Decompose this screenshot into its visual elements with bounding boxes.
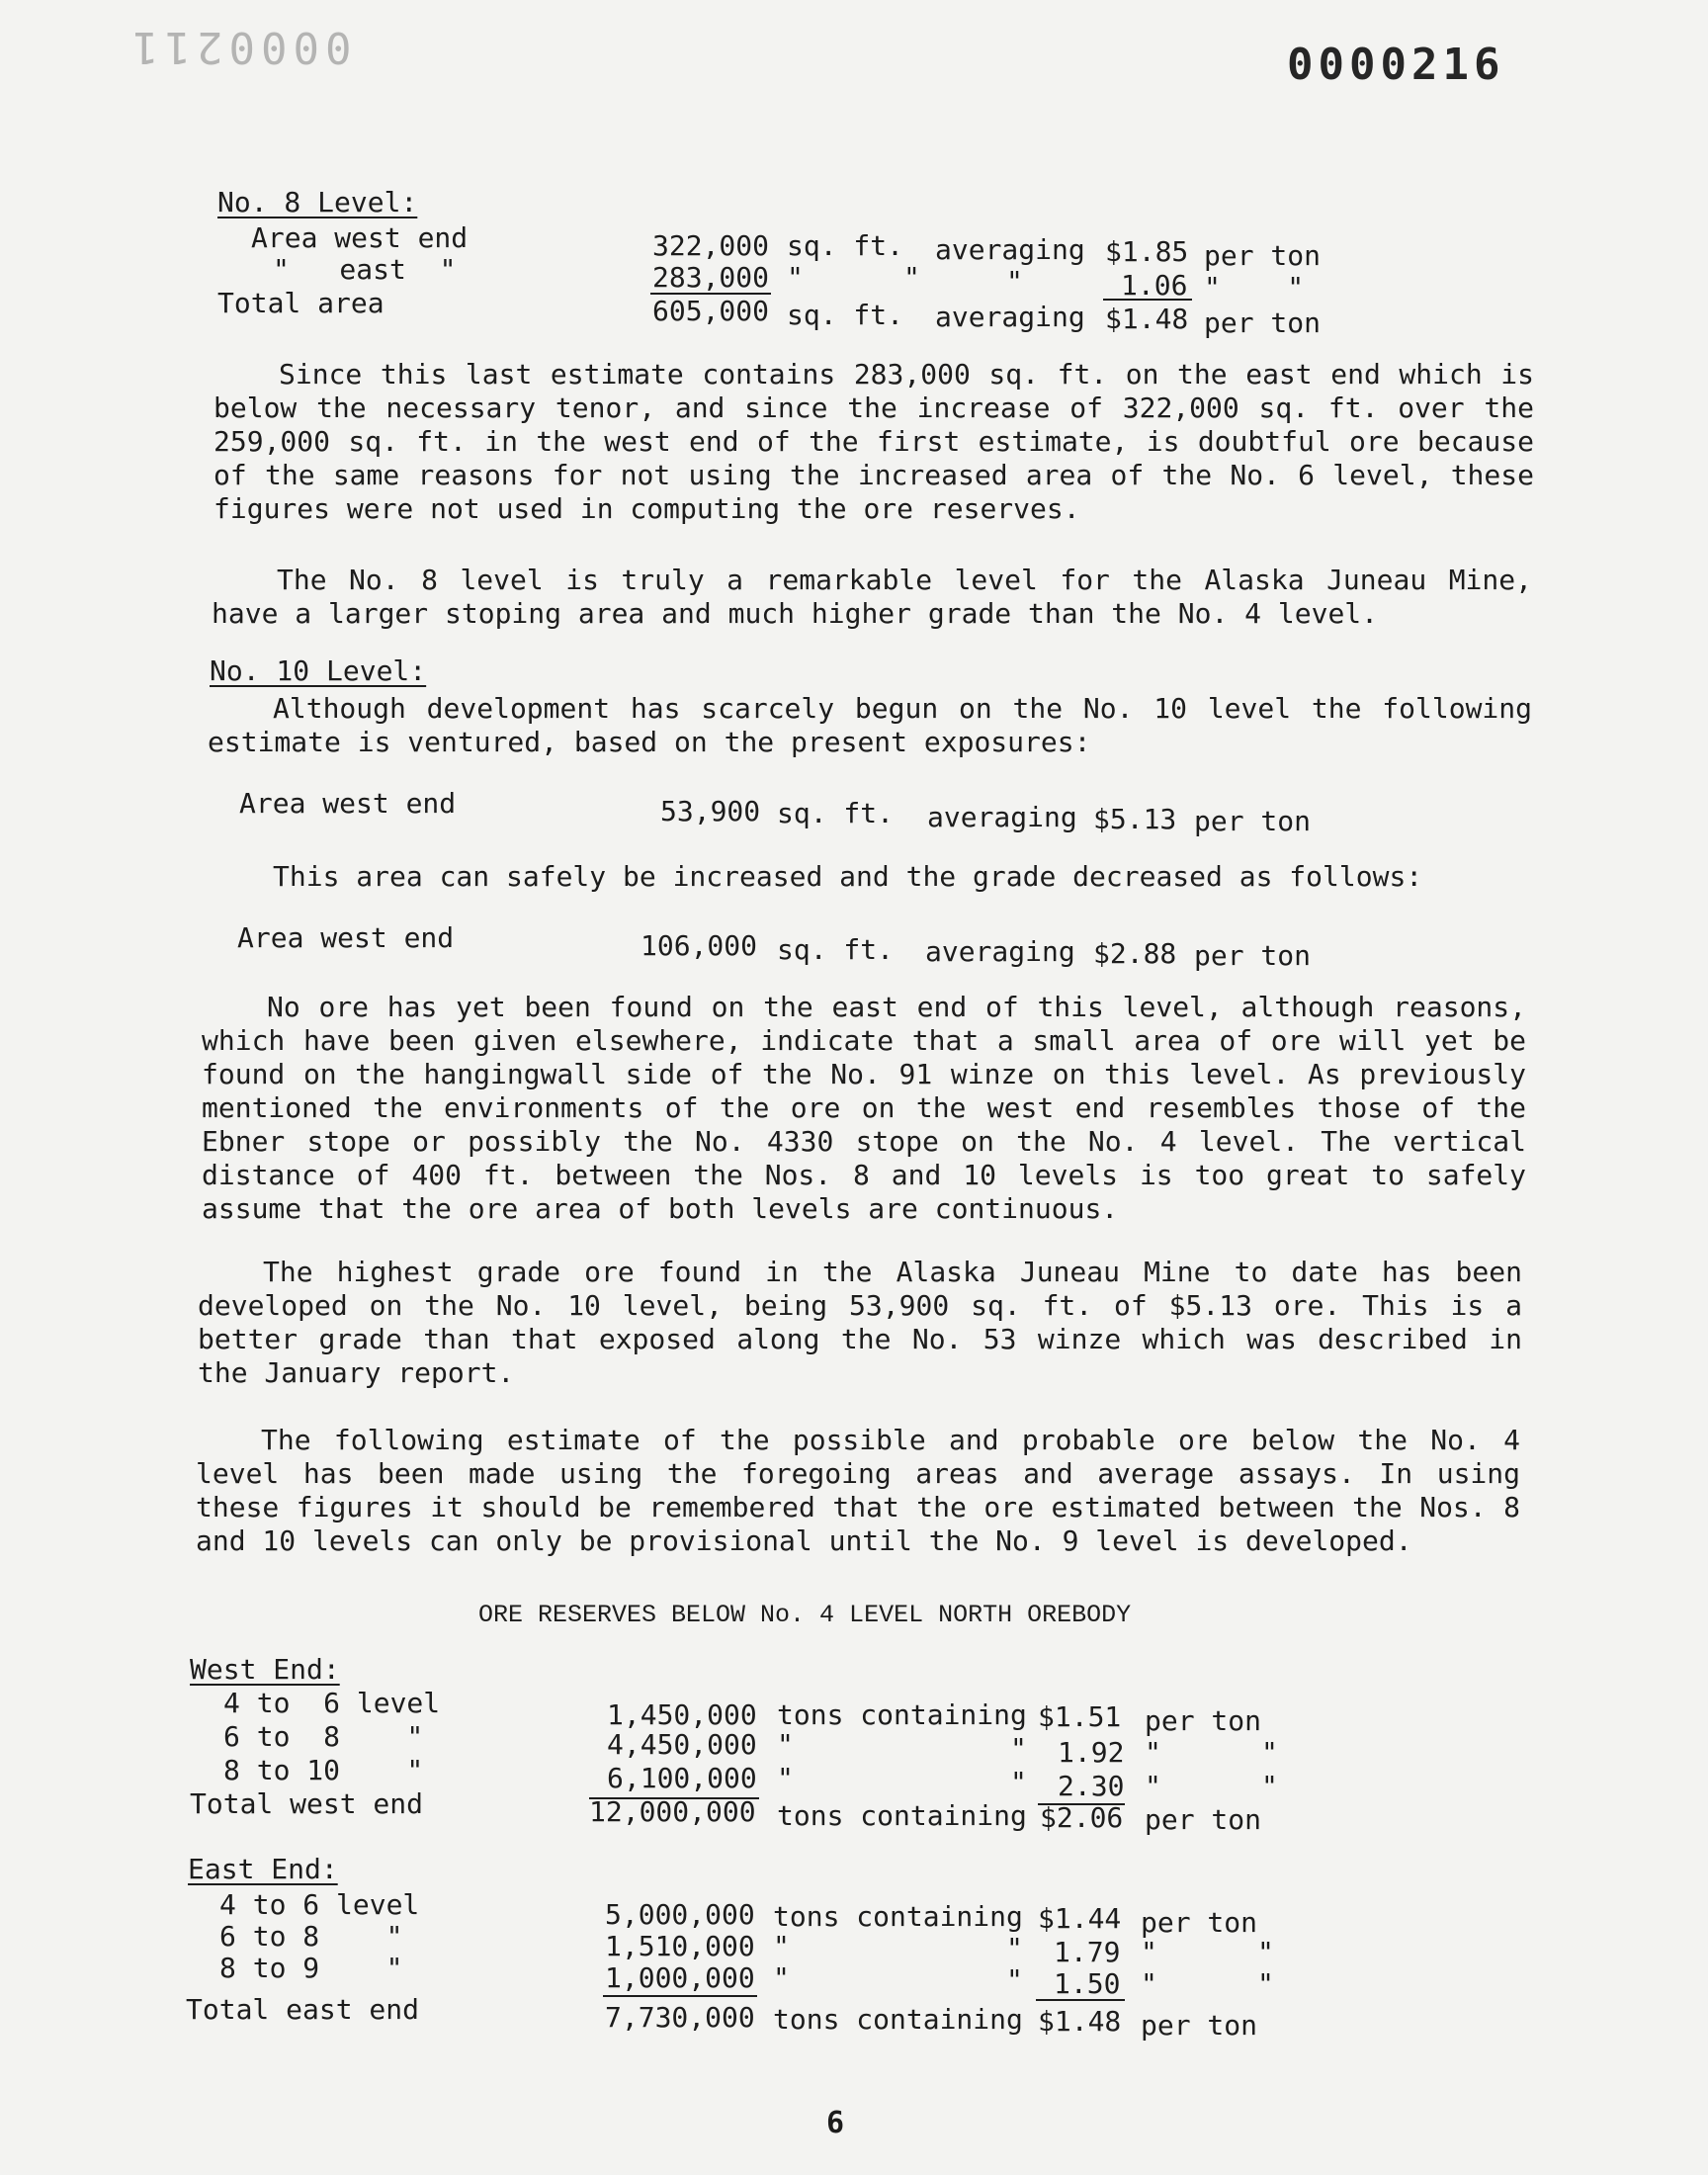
row-label: Total west end — [190, 1787, 424, 1820]
row-tons: 12,000,000 — [589, 1795, 756, 1828]
row-tons: 7,730,000 — [605, 2001, 755, 2034]
row-per: per ton — [1204, 239, 1322, 272]
west-end-heading: West End: — [190, 1653, 340, 1686]
row-label: 6 to 8 " — [223, 1720, 424, 1753]
page-stamp-faint: 0000211 — [127, 22, 352, 72]
row-unit: sq. ft. — [787, 229, 904, 262]
row-value: $1.85 — [1105, 235, 1189, 268]
row-amount: 605,000 — [652, 295, 770, 327]
row-value: $2.06 — [1040, 1801, 1124, 1834]
row-label: Total area — [217, 287, 384, 319]
east-tons-rule — [603, 1995, 757, 1997]
paragraph: The highest grade ore found in the Alaska Juneau Mine to date has been developed on the No. 10 level, being 53,900 sq. ft. of $5.13 ore. This is a better grade than that exposed along the No. 53 winze which was described in the January report. — [198, 1256, 1522, 1389]
row-amount: 106,000 — [640, 929, 758, 962]
row-tons: 1,510,000 — [605, 1930, 755, 1962]
paragraph: This area can safely be increased and the grade decreased as follows: — [273, 860, 1423, 893]
row-per: " " — [1145, 1736, 1278, 1769]
row-unit: " " — [787, 261, 920, 294]
row-label: " east " — [273, 253, 457, 286]
row-containing: tons containing — [773, 1900, 1023, 1933]
row-value: $1.51 — [1038, 1700, 1122, 1733]
row-per: " " — [1141, 1967, 1274, 2000]
row-value: $1.44 — [1038, 1902, 1122, 1935]
row-ditto: " — [1006, 1963, 1023, 1996]
row-per: " " — [1204, 271, 1305, 304]
row-per: per ton — [1194, 939, 1312, 972]
paragraph: Since this last estimate contains 283,000 sq. ft. on the east end which is below the necessary tenor, and since the increase of 322,000 sq. ft. over the 259,000 sq. ft. in the west end of the first estimate, is doubtful ore because of the same reasons for not using the increased area of the No. 6 level, these figures were not used in computing the ore reserves. — [214, 358, 1534, 525]
level8-heading: No. 8 Level: — [217, 186, 418, 218]
level10-heading: No. 10 Level: — [210, 654, 427, 687]
row-label: Area west end — [239, 787, 457, 820]
row-per: per ton — [1204, 306, 1322, 339]
row-tons: 4,450,000 — [607, 1728, 757, 1761]
row-value: $1.48 — [1038, 2005, 1122, 2038]
row-label: 4 to 6 level — [219, 1888, 420, 1921]
row-value: 1.92 — [1058, 1736, 1125, 1769]
level8-value-rule — [1103, 299, 1192, 301]
paragraph: The following estimate of the possible and probable ore below the No. 4 level has been made using the foregoing areas and average assays. In using these figures it should be remembered that the ore estimated between the Nos. 8 and 10 levels can only be provisional until the No. 9 level is developed. — [196, 1424, 1520, 1557]
row-tons: 1,450,000 — [607, 1698, 757, 1731]
row-averaging: averaging — [935, 233, 1085, 266]
row-value: 1.79 — [1054, 1936, 1121, 1968]
row-per: per ton — [1145, 1704, 1262, 1737]
row-value: 1.06 — [1121, 269, 1188, 302]
row-label: 8 to 9 " — [219, 1952, 403, 1984]
row-tons: 5,000,000 — [605, 1898, 755, 1931]
row-containing: tons containing — [773, 2003, 1023, 2036]
paragraph: The No. 8 level is truly a remarkable level for the Alaska Juneau Mine, have a larger stoping area and much higher grade than the No. 4 level. — [212, 564, 1532, 630]
paragraph: Although development has scarcely begun on the No. 10 level the following estimate is ventured, based on the present exposures: — [208, 692, 1532, 758]
row-per: per ton — [1141, 1906, 1258, 1939]
row-per: per ton — [1194, 805, 1312, 837]
row-unit: sq. ft. — [777, 797, 895, 829]
row-ditto: " — [1010, 1732, 1027, 1765]
row-value: $5.13 — [1093, 803, 1177, 835]
page-stamp: 0000216 — [1287, 40, 1505, 90]
row-per: " " — [1141, 1936, 1274, 1968]
east-value-rule — [1036, 1999, 1125, 2001]
row-ditto: " — [1006, 1932, 1023, 1964]
row-label: 8 to 10 " — [223, 1754, 424, 1786]
page-number: 6 — [826, 2106, 845, 2140]
east-end-heading: East End: — [188, 1853, 338, 1885]
row-amount: 322,000 — [652, 229, 770, 262]
row-value: 2.30 — [1058, 1770, 1125, 1802]
row-tons: 6,100,000 — [607, 1762, 757, 1794]
row-unit: sq. ft. — [787, 299, 904, 331]
row-ditto: " — [777, 1762, 794, 1794]
row-averaging: " — [1006, 265, 1023, 298]
row-ditto: " — [777, 1728, 794, 1761]
row-ditto: " — [773, 1930, 790, 1962]
row-unit: sq. ft. — [777, 933, 895, 966]
reserves-title: ORE RESERVES BELOW No. 4 LEVEL NORTH OREBODY — [478, 1601, 1132, 1629]
row-per: per ton — [1145, 1803, 1262, 1836]
row-ditto: " — [773, 1961, 790, 1994]
row-per: " " — [1145, 1770, 1278, 1802]
row-containing: tons containing — [777, 1799, 1027, 1832]
row-label: 6 to 8 " — [219, 1920, 403, 1953]
row-averaging: averaging — [927, 801, 1077, 833]
row-label: Total east end — [186, 1993, 420, 2026]
row-label: Area west end — [237, 921, 455, 954]
row-ditto: " — [1010, 1766, 1027, 1798]
row-containing: tons containing — [777, 1698, 1027, 1731]
row-averaging: averaging — [935, 301, 1085, 333]
paragraph: No ore has yet been found on the east end of this level, although reasons, which have been given elsewhere, indicate that a small area of ore will yet be found on the hangingwall side of the No. 91 winze on this level. As previously mentioned the environments of the ore on the west end resembles those of the Ebner stope or possibly the No. 4330 stope on the No. 4 level. The vertical distance of 400 ft. between the Nos. 8 and 10 levels is too great to safely assume that the ore area of both levels are continuous. — [202, 991, 1526, 1225]
row-label: Area west end — [251, 221, 469, 254]
row-value: $2.88 — [1093, 937, 1177, 970]
row-label: 4 to 6 level — [223, 1687, 441, 1719]
row-tons: 1,000,000 — [605, 1961, 755, 1994]
row-per: per ton — [1141, 2009, 1258, 2042]
row-amount: 283,000 — [652, 261, 770, 294]
row-amount: 53,900 — [660, 795, 761, 827]
row-averaging: averaging — [925, 935, 1075, 968]
row-value: 1.50 — [1054, 1967, 1121, 2000]
row-value: $1.48 — [1105, 303, 1189, 335]
